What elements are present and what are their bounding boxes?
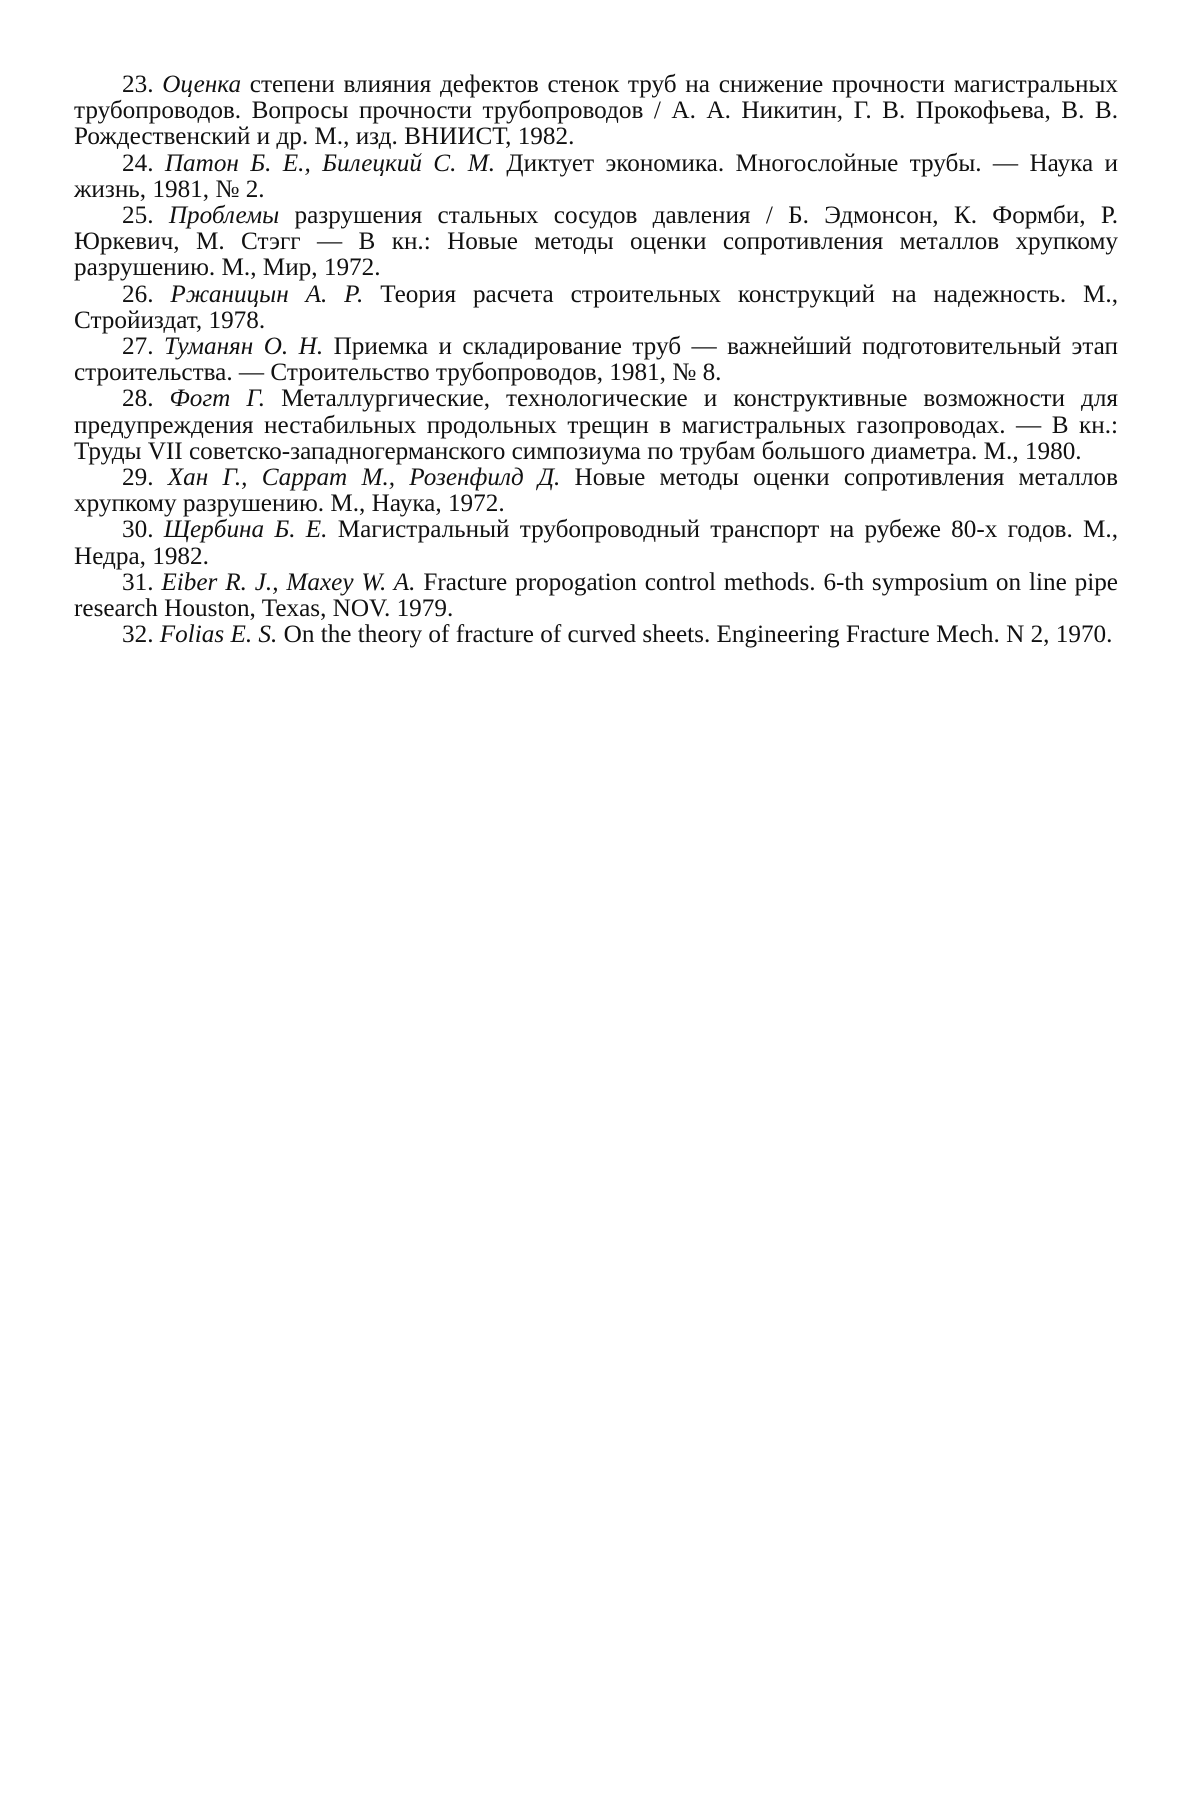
reference-number: 27. [122, 333, 154, 361]
reference-text: степени влияния дефектов стенок труб на снижение прочности магистральных трубопроводов. Вопросы прочности трубопроводов / А. А. Никитин, Г. В. Прокофьева, В. В. Рождественский и др. М., изд. ВНИИСТ, 1982. [74, 71, 1119, 151]
reference-text: Fracture propogation control methods. 6-th symposium on line pipe research Houston, Texas, NOV. 1979. [74, 568, 1118, 623]
reference-number: 32. [122, 621, 154, 649]
reference-author: Щербина Б. Е. [163, 516, 328, 544]
reference-item [74, 570, 1118, 622]
reference-item [74, 282, 1118, 334]
reference-text: Приемка и складирование труб — важнейший подготовительный этап строительства. — Строительство трубопроводов, 1981, № 8. [74, 333, 1118, 387]
reference-author: Патон Б. Е., Билецкий С. М. [164, 149, 496, 177]
reference-author: Фогт Г. [169, 385, 266, 413]
reference-item [74, 334, 1118, 386]
reference-item [74, 203, 1118, 282]
reference-author: Туманян О. Н. [163, 333, 324, 361]
reference-author: Ржаницын А. Р. [170, 280, 364, 308]
reference-number: 29. [122, 464, 154, 492]
reference-number: 30. [122, 516, 154, 544]
reference-item [74, 151, 1118, 203]
reference-number: 28. [122, 385, 154, 413]
reference-text: Диктует экономика. Многослойные трубы. — Наука и жизнь, 1981, № 2. [74, 149, 1119, 203]
reference-author: Хан Г., Саррат М., Розенфилд Д. [167, 464, 561, 492]
reference-item [74, 622, 1118, 648]
reference-list [74, 72, 1118, 648]
reference-number: 25. [122, 202, 154, 230]
reference-author: Eiber R. J., Maxey W. A. [161, 568, 416, 596]
reference-item [74, 386, 1118, 465]
reference-item [74, 465, 1118, 517]
reference-number: 24. [122, 149, 154, 177]
reference-number: 26. [122, 280, 154, 308]
reference-text: разрушения стальных сосудов давления / Б. Эдмонсон, К. Формби, Р. Юркевич, М. Стэгг — В кн.: Новые методы оценки сопротивления металлов хрупкому разрушению. М., Мир, 1972. [74, 202, 1119, 282]
reference-text: Новые методы оценки сопротивления металлов хрупкому разрушению. М., Наука, 1972. [74, 464, 1119, 518]
reference-author: Оценка [162, 71, 242, 98]
reference-number: 31. [122, 568, 154, 596]
reference-text: Магистральный трубопроводный транспорт на рубеже 80-х годов. М., Недра, 1982. [74, 516, 1118, 570]
reference-author: Проблемы [168, 202, 280, 230]
reference-item [74, 72, 1118, 151]
reference-number: 23. [122, 71, 154, 98]
reference-text: Металлургические, технологические и конструктивные возможности для предупреждения нестабильных продольных трещин в магистральных газопроводах. — В кн.: Труды VII советско-западногерманского симпозиума по трубам большого диаметра. М., 1980. [74, 385, 1118, 465]
reference-text: Теория расчета строительных конструкций на надежность. М., Стройиздат, 1978. [74, 280, 1119, 334]
reference-text: On the theory of fracture of curved sheets. Engineering Fracture Mech. N 2, 1970. [277, 621, 1113, 649]
reference-author: Folias E. S. [159, 621, 278, 649]
reference-item [74, 517, 1118, 569]
